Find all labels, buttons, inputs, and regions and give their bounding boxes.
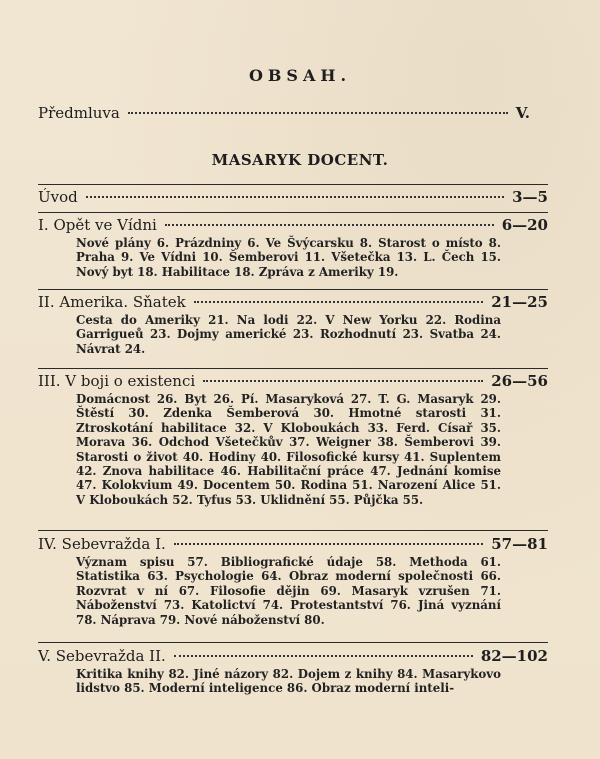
entry-title: II. Amerika. Sňatek xyxy=(38,293,186,311)
entry-subtopics: Kritika knihy 82. Jiné názory 82. Dojem z knihy 84. Masarykovo lidstvo 85. Moderní inteligence 86. Obraz moderní inteli- xyxy=(76,667,501,696)
entry-pages: 82—102 xyxy=(480,647,548,665)
toc-entry xyxy=(38,186,548,208)
toc-entry xyxy=(38,291,548,356)
dot-leader xyxy=(86,196,504,198)
toc-entry xyxy=(38,370,548,507)
entry-title: Úvod xyxy=(38,188,78,206)
entry-pages: 6—20 xyxy=(501,216,548,234)
entry-title: V. Sebevražda II. xyxy=(38,647,166,665)
divider xyxy=(38,642,548,643)
entry-subtopics: Nové plány 6. Prázdniny 6. Ve Švýcarsku 8. Starost o místo 8. Praha 9. Ve Vídni 10. Šemberovi 11. Všetečka 13. L. Čech 15. Nový byt 18. Habilitace 18. Zpráva z Ameriky 19. xyxy=(76,236,501,279)
toc-entry xyxy=(38,214,548,279)
entry-pages: 57—81 xyxy=(491,535,548,553)
dot-leader xyxy=(165,224,494,226)
entry-pages: 21—25 xyxy=(491,293,548,311)
divider xyxy=(38,368,548,369)
divider xyxy=(38,289,548,290)
dot-leader xyxy=(174,655,473,657)
entry-pages: 26—56 xyxy=(491,372,548,390)
entry-title: IV. Sebevražda I. xyxy=(38,535,166,553)
divider xyxy=(38,184,548,185)
page-heading: OBSAH. xyxy=(248,66,352,85)
divider xyxy=(38,530,548,531)
preface-entry xyxy=(38,104,530,122)
preface-page: V. xyxy=(515,104,530,122)
divider xyxy=(38,212,548,213)
entry-pages: 3—5 xyxy=(512,188,548,206)
section-title: MASARYK DOCENT. xyxy=(211,151,389,169)
entry-subtopics: Cesta do Ameriky 21. Na lodi 22. V New Yorku 22. Rodina Garrigueů 23. Dojmy americké 23. Rozhodnutí 23. Svatba 24. Návrat 24. xyxy=(76,313,501,356)
dot-leader xyxy=(128,112,508,114)
entry-subtopics: Domácnost 26. Byt 26. Pí. Masaryková 27. T. G. Masaryk 29. Štěstí 30. Zdenka Šemberová 30. Hmotné starosti 31. Ztroskotání habilitace 32. V Kloboukách 33. Ferd. Císař 35. Morava 36. Odchod Všetečkův 37. Weigner 38. Šemberovi 39. Starosti o život 40. Hodiny 40. Filosofické kursy 41. Suplentem 42. Znova habilitace 46. Habilitační práce 47. Jednání komise 47. Kolokvium 49. Docentem 50. Rodina 51. Narození Alice 51. V Kloboukách 52. Tyfus 53. Uklidnění 55. Půjčka 55. xyxy=(76,392,501,507)
toc-entry xyxy=(38,645,548,696)
dot-leader xyxy=(203,380,483,382)
dot-leader xyxy=(194,301,484,303)
entry-subtopics: Význam spisu 57. Bibliografické údaje 58. Methoda 61. Statistika 63. Psychologie 64. Obraz moderní společnosti 66. Rozvrat v ní 67. Filosofie dějin 69. Masaryk vzrušen 71. Náboženství 73. Katolictví 74. Protestantství 76. Jiná vyznání 78. Náprava 79. Nové náboženství 80. xyxy=(76,555,501,627)
entry-title: III. V boji o existenci xyxy=(38,372,196,390)
dot-leader xyxy=(174,543,483,545)
toc-entry xyxy=(38,533,548,627)
entry-title: I. Opět ve Vídni xyxy=(38,216,157,234)
preface-title: Předmluva xyxy=(38,104,120,122)
